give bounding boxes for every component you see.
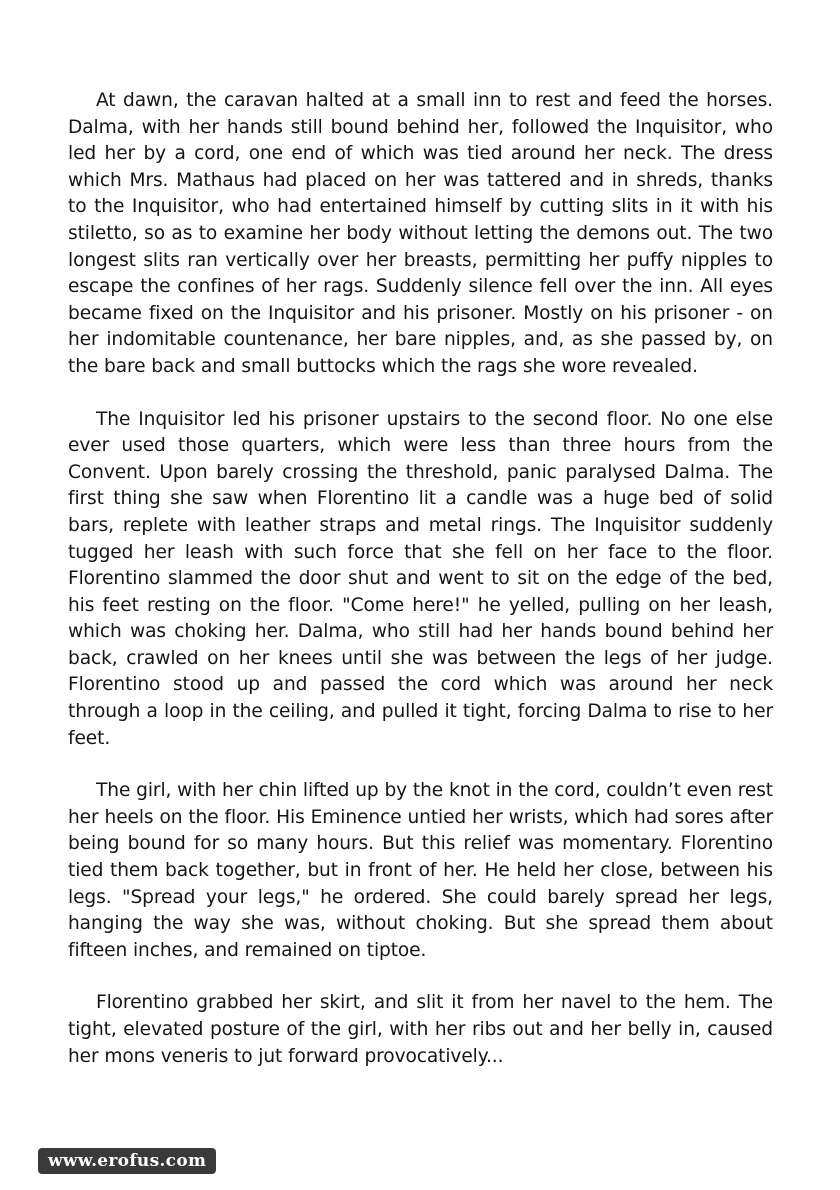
watermark-badge [38, 1148, 216, 1174]
paragraph-1: At dawn, the caravan halted at a small inn to rest and feed the horses. Dalma, with her hands still bound behind her, followed the Inquisitor, who led her by a cord, one end of which was tied around her neck. The dress which Mrs. Mathaus had placed on her was tattered and in shreds, thanks to the Inquisitor, who had entertained himself by cutting slits in it with his stiletto, so as to examine her body without letting the demons out. The two longest slits ran vertically over her breasts, permitting her puffy nipples to escape the confines of her rags. Suddenly silence fell over the inn. All eyes became fixed on the Inquisitor and his prisoner. Mostly on his prisoner - on her indomitable countenance, her bare nipples, and, as she passed by, on the bare back and small buttocks which the rags she wore revealed. [68, 90, 773, 377]
paragraph-4: Florentino grabbed her skirt, and slit it from her navel to the hem. The tight, elevated posture of the girl, with her ribs out and her belly in, caused her mons veneris to jut forward provocatively... [68, 992, 773, 1067]
paragraph-2: The Inquisitor led his prisoner upstairs to the second floor. No one else ever used those quarters, which were less than three hours from the Convent. Upon barely crossing the threshold, panic paralysed Dalma. The first thing she saw when Florentino lit a candle was a huge bed of solid bars, replete with leather straps and metal rings. The Inquisitor suddenly tugged her leash with such force that she fell on her face to the floor. Florentino slammed the door shut and went to sit on the edge of the bed, his feet resting on the floor. "Come here!" he yelled, pulling on her leash, which was choking her. Dalma, who still had her hands bound behind her back, crawled on her knees until she was between the legs of her judge. Florentino stood up and passed the cord which was around her neck through a loop in the ceiling, and pulled it tight, forcing Dalma to rise to her feet. [68, 408, 773, 749]
watermark-text: www.erofus.com [48, 1151, 207, 1171]
page-text [68, 88, 773, 1096]
paragraph-3: The girl, with her chin lifted up by the knot in the cord, couldn’t even rest her heels on the floor. His Eminence untied her wrists, which had sores after being bound for so many hours. But this relief was momentary. Florentino tied them back together, but in front of her. He held her close, between his legs. "Spread your legs," he ordered. She could barely spread her legs, hanging the way she was, without choking. But she spread them about fifteen inches, and remained on tiptoe. [68, 780, 773, 961]
